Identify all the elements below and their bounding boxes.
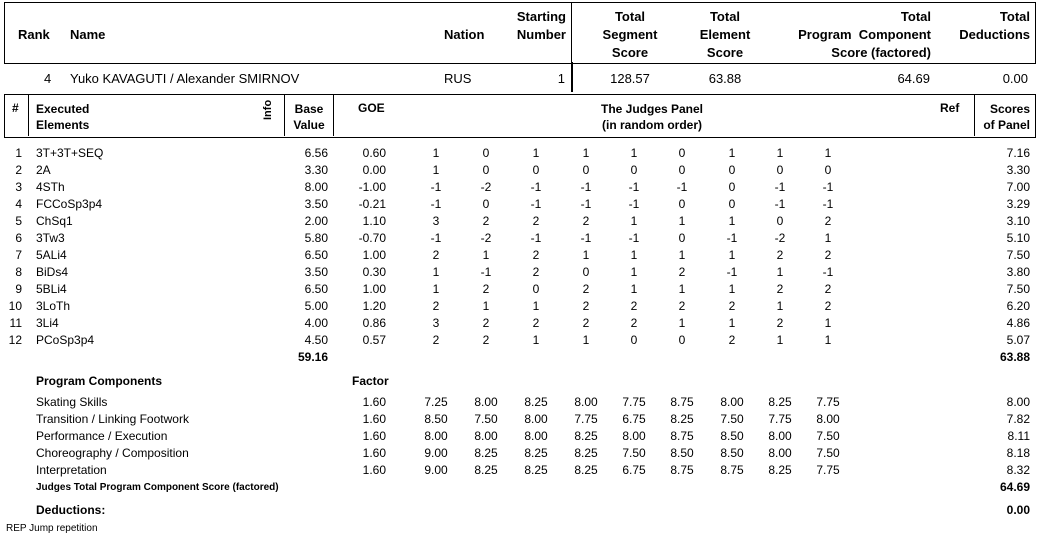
judge-score: -1 <box>774 180 786 194</box>
judge-score: 1 <box>582 333 590 347</box>
judge-score: -1 <box>628 231 640 245</box>
element-name: 4STh <box>36 180 65 194</box>
skater-tes: 63.88 <box>708 71 742 86</box>
element-goe: 1.00 <box>362 248 386 262</box>
judge-score: 2 <box>582 299 590 313</box>
program-components-title: Program Components <box>36 374 163 388</box>
judge-score: 1 <box>630 214 638 228</box>
judge-score: 1 <box>776 146 784 160</box>
skater-nation: RUS <box>444 71 472 86</box>
judge-score: 1 <box>582 248 590 262</box>
element-goe: 0.60 <box>362 146 386 160</box>
judge-score: 2 <box>824 248 832 262</box>
element-base-value: 4.50 <box>304 333 328 347</box>
element-name: 5ALi4 <box>36 248 67 262</box>
judge-score: -1 <box>430 231 442 245</box>
judge-component-score: 8.25 <box>474 446 498 460</box>
judge-score: 0 <box>678 163 686 177</box>
judge-score: 2 <box>630 316 638 330</box>
element-row <box>0 281 1038 298</box>
element-row <box>0 315 1038 332</box>
judge-component-score: 8.00 <box>424 429 448 443</box>
judge-component-score: 6.75 <box>622 463 646 477</box>
judge-score: 0 <box>728 197 736 211</box>
judge-score: 1 <box>630 146 638 160</box>
elements-header-info: Info <box>262 99 274 120</box>
component-factor: 1.60 <box>362 412 386 426</box>
judge-score: 1 <box>678 282 686 296</box>
element-row <box>0 298 1038 315</box>
judge-score: 0 <box>728 180 736 194</box>
header-program-component-score: Total Program Component Score (factored) <box>798 9 931 60</box>
judge-component-score: 8.00 <box>622 429 646 443</box>
judge-score: -1 <box>726 231 738 245</box>
element-base-value: 5.00 <box>304 299 328 313</box>
judge-score: 1 <box>532 146 540 160</box>
element-base-value: 4.00 <box>304 316 328 330</box>
skater-pcs: 64.69 <box>897 71 930 86</box>
header-starting-number: Starting Number <box>516 9 566 42</box>
judge-score: 0 <box>678 231 686 245</box>
judge-score: 1 <box>630 248 638 262</box>
judge-component-score: 7.50 <box>816 429 840 443</box>
judge-score: 1 <box>776 333 784 347</box>
judge-score: 2 <box>678 299 686 313</box>
elements-header-scores: Scores of Panel <box>983 102 1030 132</box>
judge-score: 1 <box>728 248 736 262</box>
judge-score: 1 <box>582 146 590 160</box>
judge-score: 2 <box>582 282 590 296</box>
judge-score: -1 <box>822 180 834 194</box>
judge-score: 3 <box>432 316 440 330</box>
header-total-deductions: Total Deductions <box>959 9 1030 42</box>
element-row <box>0 332 1038 349</box>
judge-component-score: 7.75 <box>816 463 840 477</box>
element-row <box>0 145 1038 162</box>
component-factor: 1.60 <box>362 429 386 443</box>
program-component-row <box>0 462 1038 479</box>
judge-score: 2 <box>532 214 540 228</box>
judge-score: 2 <box>432 299 440 313</box>
judge-component-score: 7.75 <box>816 395 840 409</box>
element-number: 6 <box>15 231 22 245</box>
judge-score: -1 <box>580 231 592 245</box>
judge-component-score: 7.75 <box>574 412 598 426</box>
judge-component-score: 8.25 <box>524 463 548 477</box>
judge-score: 2 <box>532 265 540 279</box>
elements-totals-row <box>0 349 1038 366</box>
judge-score: 2 <box>776 316 784 330</box>
component-name: Skating Skills <box>36 395 108 409</box>
judge-score: 2 <box>582 214 590 228</box>
judge-score: 0 <box>630 333 638 347</box>
element-panel-score: 3.80 <box>1006 265 1030 279</box>
judge-score: -1 <box>676 180 688 194</box>
element-goe: -0.21 <box>358 197 386 211</box>
element-base-value: 3.30 <box>304 163 328 177</box>
element-goe: -0.70 <box>358 231 386 245</box>
element-panel-score: 3.30 <box>1006 163 1030 177</box>
judge-score: 2 <box>532 248 540 262</box>
element-panel-score: 5.10 <box>1006 231 1030 245</box>
element-number: 10 <box>8 299 22 313</box>
judge-score: 0 <box>678 333 686 347</box>
judge-component-score: 8.25 <box>574 429 598 443</box>
judge-component-score: 7.50 <box>720 412 744 426</box>
judge-score: 2 <box>678 265 686 279</box>
judge-score: -1 <box>430 180 442 194</box>
component-name: Transition / Linking Footwork <box>36 412 189 426</box>
element-name: 3LoTh <box>36 299 71 313</box>
judge-score: 1 <box>532 333 540 347</box>
judge-component-score: 8.25 <box>474 463 498 477</box>
header-rank: Rank <box>18 27 50 42</box>
element-row <box>0 247 1038 264</box>
component-panel-score: 7.82 <box>1006 412 1030 426</box>
judge-score: -1 <box>628 180 640 194</box>
skater-starting-number: 1 <box>557 71 565 86</box>
judge-score: -1 <box>822 197 834 211</box>
judge-component-score: 8.00 <box>768 446 792 460</box>
judge-component-score: 8.50 <box>720 429 744 443</box>
pcs-total-label: Judges Total Program Component Score (factored) <box>36 482 279 493</box>
skater-row <box>0 70 1038 87</box>
judge-component-score: 8.00 <box>474 395 498 409</box>
element-goe: 1.10 <box>362 214 386 228</box>
elements-header-executed: Executed Elements <box>36 102 90 132</box>
judge-component-score: 8.00 <box>524 429 548 443</box>
judge-score: 1 <box>482 248 490 262</box>
judge-score: -1 <box>530 197 542 211</box>
element-row <box>0 230 1038 247</box>
element-goe: -1.00 <box>358 180 386 194</box>
judge-score: 1 <box>432 282 440 296</box>
component-name: Choreography / Composition <box>36 446 189 460</box>
element-goe: 0.57 <box>362 333 386 347</box>
component-factor: 1.60 <box>362 463 386 477</box>
element-panel-score: 7.00 <box>1006 180 1030 194</box>
header-total-segment-score: Total Segment Score <box>602 9 658 60</box>
pcs-total-value: 64.69 <box>999 480 1030 494</box>
judge-score: 1 <box>776 265 784 279</box>
judge-component-score: 9.00 <box>424 463 448 477</box>
element-name: FCCoSp3p4 <box>36 197 103 211</box>
element-panel-score: 3.10 <box>1006 214 1030 228</box>
judge-component-score: 8.25 <box>574 446 598 460</box>
judge-score: 1 <box>432 146 440 160</box>
judge-score: -2 <box>480 180 492 194</box>
component-panel-score: 8.32 <box>1006 463 1030 477</box>
judge-score: 0 <box>532 282 540 296</box>
element-name: 3Li4 <box>36 316 59 330</box>
judge-score: 2 <box>824 282 832 296</box>
judge-score: 2 <box>776 282 784 296</box>
judge-score: -1 <box>580 197 592 211</box>
judge-score: 2 <box>728 299 736 313</box>
judge-component-score: 8.75 <box>670 395 694 409</box>
element-panel-score: 7.50 <box>1006 248 1030 262</box>
judge-score: 0 <box>824 163 832 177</box>
judge-score: 2 <box>482 282 490 296</box>
judge-score: 1 <box>678 316 686 330</box>
judge-score: -1 <box>480 265 492 279</box>
element-row <box>0 196 1038 213</box>
element-base-value: 5.80 <box>304 231 328 245</box>
header-nation: Nation <box>444 27 485 42</box>
skater-name: Yuko KAVAGUTI / Alexander SMIRNOV <box>70 71 300 86</box>
header-divider <box>571 2 572 62</box>
element-goe: 0.00 <box>362 163 386 177</box>
element-number: 12 <box>8 333 22 347</box>
program-component-row <box>0 394 1038 411</box>
judge-score: 0 <box>532 163 540 177</box>
judge-score: 1 <box>824 316 832 330</box>
judge-score: 0 <box>678 197 686 211</box>
judge-score: 0 <box>482 146 490 160</box>
element-goe: 0.30 <box>362 265 386 279</box>
judge-component-score: 8.50 <box>424 412 448 426</box>
judge-score: 2 <box>432 248 440 262</box>
judge-component-score: 6.75 <box>622 412 646 426</box>
element-panel-score: 7.50 <box>1006 282 1030 296</box>
element-base-value: 6.50 <box>304 282 328 296</box>
judge-score: 2 <box>582 316 590 330</box>
judge-score: 2 <box>432 333 440 347</box>
skater-deductions: 0.00 <box>1002 71 1028 86</box>
judge-component-score: 8.75 <box>670 463 694 477</box>
element-name: 2A <box>36 163 51 177</box>
judge-component-score: 8.00 <box>816 412 840 426</box>
judge-component-score: 8.25 <box>768 463 792 477</box>
judge-score: 1 <box>630 265 638 279</box>
skater-divider <box>571 62 573 92</box>
pcs-total-row <box>0 479 1038 496</box>
header-name: Name <box>70 27 106 42</box>
component-panel-score: 8.11 <box>1007 429 1030 443</box>
program-component-row <box>0 445 1038 462</box>
judge-score: 1 <box>824 146 832 160</box>
judge-score: 2 <box>482 333 490 347</box>
judge-score: 1 <box>630 282 638 296</box>
judge-component-score: 8.00 <box>524 412 548 426</box>
judge-component-score: 8.75 <box>670 429 694 443</box>
judge-score: 1 <box>482 299 490 313</box>
judge-score: 2 <box>630 299 638 313</box>
judge-score: 2 <box>824 299 832 313</box>
judge-score: -1 <box>628 197 640 211</box>
judge-score: -1 <box>774 197 786 211</box>
judge-score: -1 <box>530 180 542 194</box>
element-name: 5BLi4 <box>36 282 67 296</box>
judge-score: 1 <box>728 316 736 330</box>
element-row <box>0 162 1038 179</box>
element-base-value: 3.50 <box>304 197 328 211</box>
element-name: BiDs4 <box>36 265 69 279</box>
judge-score: 2 <box>482 316 490 330</box>
judge-score: 0 <box>482 197 490 211</box>
footnote: REP Jump repetition <box>6 523 98 534</box>
element-base-value: 6.50 <box>304 248 328 262</box>
element-number: 11 <box>9 316 22 330</box>
judge-component-score: 8.50 <box>720 446 744 460</box>
judge-component-score: 7.75 <box>768 412 792 426</box>
col-divider-num <box>28 94 29 136</box>
judge-score: -1 <box>430 197 442 211</box>
component-name: Performance / Execution <box>36 429 168 443</box>
program-component-row <box>0 411 1038 428</box>
judge-score: 0 <box>582 265 590 279</box>
judge-component-score: 8.50 <box>670 446 694 460</box>
judge-score: 1 <box>432 163 440 177</box>
deductions-value: 0.00 <box>1006 503 1030 517</box>
judge-component-score: 8.75 <box>720 463 744 477</box>
component-panel-score: 8.00 <box>1006 395 1030 409</box>
program-components-header <box>0 373 1038 390</box>
judge-score: 1 <box>824 231 832 245</box>
judge-score: 1 <box>678 248 686 262</box>
component-name: Interpretation <box>36 463 107 477</box>
element-name: 3Tw3 <box>36 231 65 245</box>
element-number: 8 <box>15 265 22 279</box>
judge-component-score: 7.25 <box>424 395 448 409</box>
col-divider-base <box>333 94 334 136</box>
element-name: PCoSp3p4 <box>36 333 95 347</box>
judge-component-score: 8.25 <box>768 395 792 409</box>
judge-component-score: 8.00 <box>574 395 598 409</box>
judge-score: 2 <box>824 214 832 228</box>
judge-score: -1 <box>530 231 542 245</box>
element-number: 1 <box>15 146 22 160</box>
judge-score: 0 <box>776 214 784 228</box>
judge-score: 0 <box>728 163 736 177</box>
element-panel-score: 6.20 <box>1006 299 1030 313</box>
program-component-row <box>0 428 1038 445</box>
judge-score: 0 <box>630 163 638 177</box>
element-number: 7 <box>15 248 22 262</box>
component-factor: 1.60 <box>362 395 386 409</box>
element-goe: 1.00 <box>362 282 386 296</box>
judge-component-score: 8.00 <box>720 395 744 409</box>
judge-score: 1 <box>728 146 736 160</box>
judge-component-score: 8.25 <box>524 446 548 460</box>
component-panel-score: 8.18 <box>1006 446 1030 460</box>
component-factor: 1.60 <box>362 446 386 460</box>
judge-score: 1 <box>728 214 736 228</box>
judge-score: -2 <box>480 231 492 245</box>
total-elements-score: 63.88 <box>999 350 1030 364</box>
program-components-factor: Factor <box>352 374 389 388</box>
element-base-value: 6.56 <box>304 146 328 160</box>
judge-score: -1 <box>580 180 592 194</box>
judge-component-score: 7.75 <box>622 395 646 409</box>
judge-score: 1 <box>728 282 736 296</box>
elements-header-ref: Ref <box>940 101 960 115</box>
element-panel-score: 5.07 <box>1006 333 1030 347</box>
element-row <box>0 264 1038 281</box>
judge-score: 3 <box>432 214 440 228</box>
deductions-row <box>0 502 1038 519</box>
elements-header-box <box>4 94 1036 138</box>
skater-tss: 128.57 <box>610 71 650 86</box>
element-row <box>0 179 1038 196</box>
judge-component-score: 8.00 <box>474 429 498 443</box>
element-panel-score: 7.16 <box>1006 146 1030 160</box>
judge-component-score: 8.25 <box>670 412 694 426</box>
judge-component-score: 8.25 <box>524 395 548 409</box>
header-total-element-score: Total Element Score <box>699 9 751 60</box>
elements-header-base: Base Value <box>293 102 325 132</box>
judge-component-score: 9.00 <box>424 446 448 460</box>
judge-score: -2 <box>774 231 786 245</box>
element-goe: 0.86 <box>362 316 386 330</box>
element-number: 4 <box>15 197 22 211</box>
element-number: 2 <box>15 163 22 177</box>
judge-score: 2 <box>482 214 490 228</box>
judge-score: -1 <box>822 265 834 279</box>
element-panel-score: 4.86 <box>1006 316 1030 330</box>
judge-score: 0 <box>482 163 490 177</box>
judge-score: 2 <box>728 333 736 347</box>
element-number: 3 <box>15 180 22 194</box>
element-number: 9 <box>15 282 22 296</box>
element-goe: 1.20 <box>362 299 386 313</box>
element-panel-score: 3.29 <box>1006 197 1030 211</box>
judge-score: 0 <box>776 163 784 177</box>
judge-score: 0 <box>678 146 686 160</box>
judge-score: 0 <box>582 163 590 177</box>
judge-score: 1 <box>776 299 784 313</box>
judge-score: 1 <box>824 333 832 347</box>
judge-component-score: 8.00 <box>768 429 792 443</box>
elements-header-panel: The Judges Panel (in random order) <box>600 102 704 132</box>
judge-component-score: 7.50 <box>622 446 646 460</box>
judge-score: 1 <box>532 299 540 313</box>
judge-component-score: 7.50 <box>474 412 498 426</box>
judge-component-score: 8.25 <box>574 463 598 477</box>
judge-score: 1 <box>678 214 686 228</box>
element-base-value: 8.00 <box>304 180 328 194</box>
judge-score: 2 <box>532 316 540 330</box>
elements-header-goe: GOE <box>358 101 385 115</box>
deductions-label: Deductions: <box>36 503 106 517</box>
judge-score: -1 <box>726 265 738 279</box>
element-base-value: 3.50 <box>304 265 328 279</box>
element-name: 3T+3T+SEQ <box>36 146 104 160</box>
elements-header-num: # <box>12 101 19 115</box>
total-base-value: 59.16 <box>297 350 328 364</box>
skater-rank: 4 <box>44 71 52 86</box>
element-base-value: 2.00 <box>304 214 328 228</box>
judge-component-score: 7.50 <box>816 446 840 460</box>
element-number: 5 <box>15 214 22 228</box>
judge-score: 2 <box>776 248 784 262</box>
element-name: ChSq1 <box>36 214 73 228</box>
judge-score: 1 <box>432 265 440 279</box>
element-row <box>0 213 1038 230</box>
